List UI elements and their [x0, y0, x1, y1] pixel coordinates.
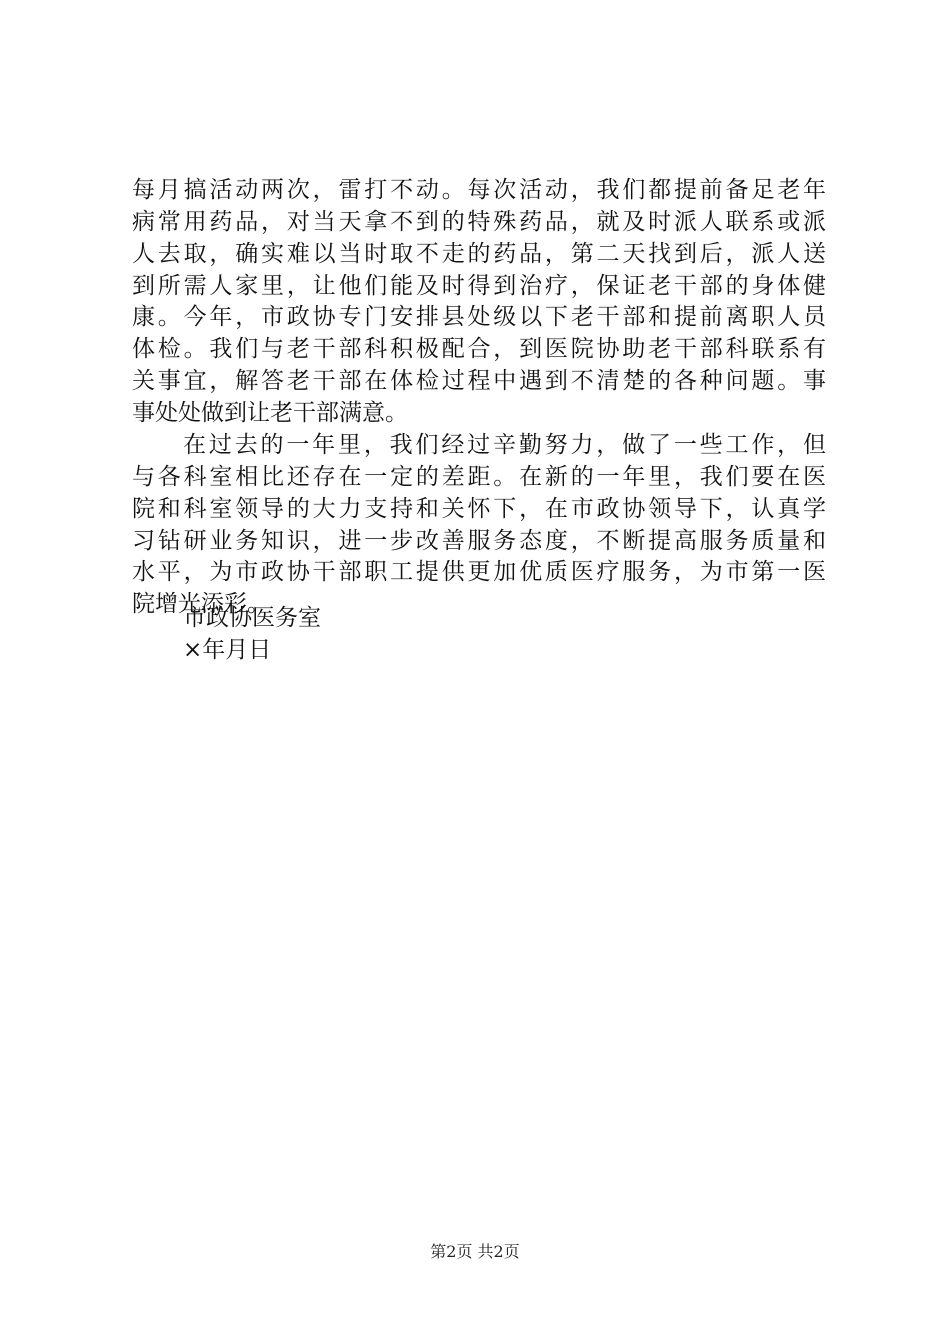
paragraph-1-line-7: 关事宜，解答老干部在体检过程中遇到不清楚的各种问题。事	[132, 368, 826, 394]
paragraph-1-line-8: 事处处做到让老干部满意。	[132, 400, 408, 426]
paragraph-1-line-6: 体检。我们与老干部科积极配合，到医院协助老干部科联系有	[132, 336, 826, 362]
signature-date: ×年月日	[183, 637, 272, 663]
signature-organization: 市政协医务室	[183, 605, 321, 631]
paragraph-2-line-2: 与各科室相比还存在一定的差距。在新的一年里，我们要在医	[132, 464, 826, 490]
paragraph-1-line-4: 到所需人家里，让他们能及时得到治疗，保证老干部的身体健	[132, 273, 826, 299]
paragraph-1-line-5: 康。今年，市政协专门安排县处级以下老干部和提前离职人员	[132, 304, 826, 330]
paragraph-2-line-3: 院和科室领导的大力支持和关怀下，在市政协领导下，认真学	[132, 496, 826, 522]
paragraph-1-line-3: 人去取，确实难以当时取不走的药品，第二天找到后，派人送	[132, 241, 826, 267]
paragraph-2-line-1: 在过去的一年里，我们经过辛勤努力，做了一些工作，但	[183, 432, 826, 458]
paragraph-2-line-4: 习钻研业务知识，进一步改善服务态度，不断提高服务质量和	[132, 528, 826, 554]
paragraph-2-line-5: 水平，为市政协干部职工提供更加优质医疗服务，为市第一医	[132, 559, 826, 585]
paragraph-1-line-1: 每月搞活动两次，雷打不动。每次活动，我们都提前备足老年	[132, 177, 826, 203]
paragraph-2-line-6: 院增光添彩。	[132, 591, 270, 617]
paragraph-1-line-2: 病常用药品，对当天拿不到的特殊药品，就及时派人联系或派	[132, 209, 826, 235]
page-footer: 第2页 共2页	[430, 1242, 520, 1261]
